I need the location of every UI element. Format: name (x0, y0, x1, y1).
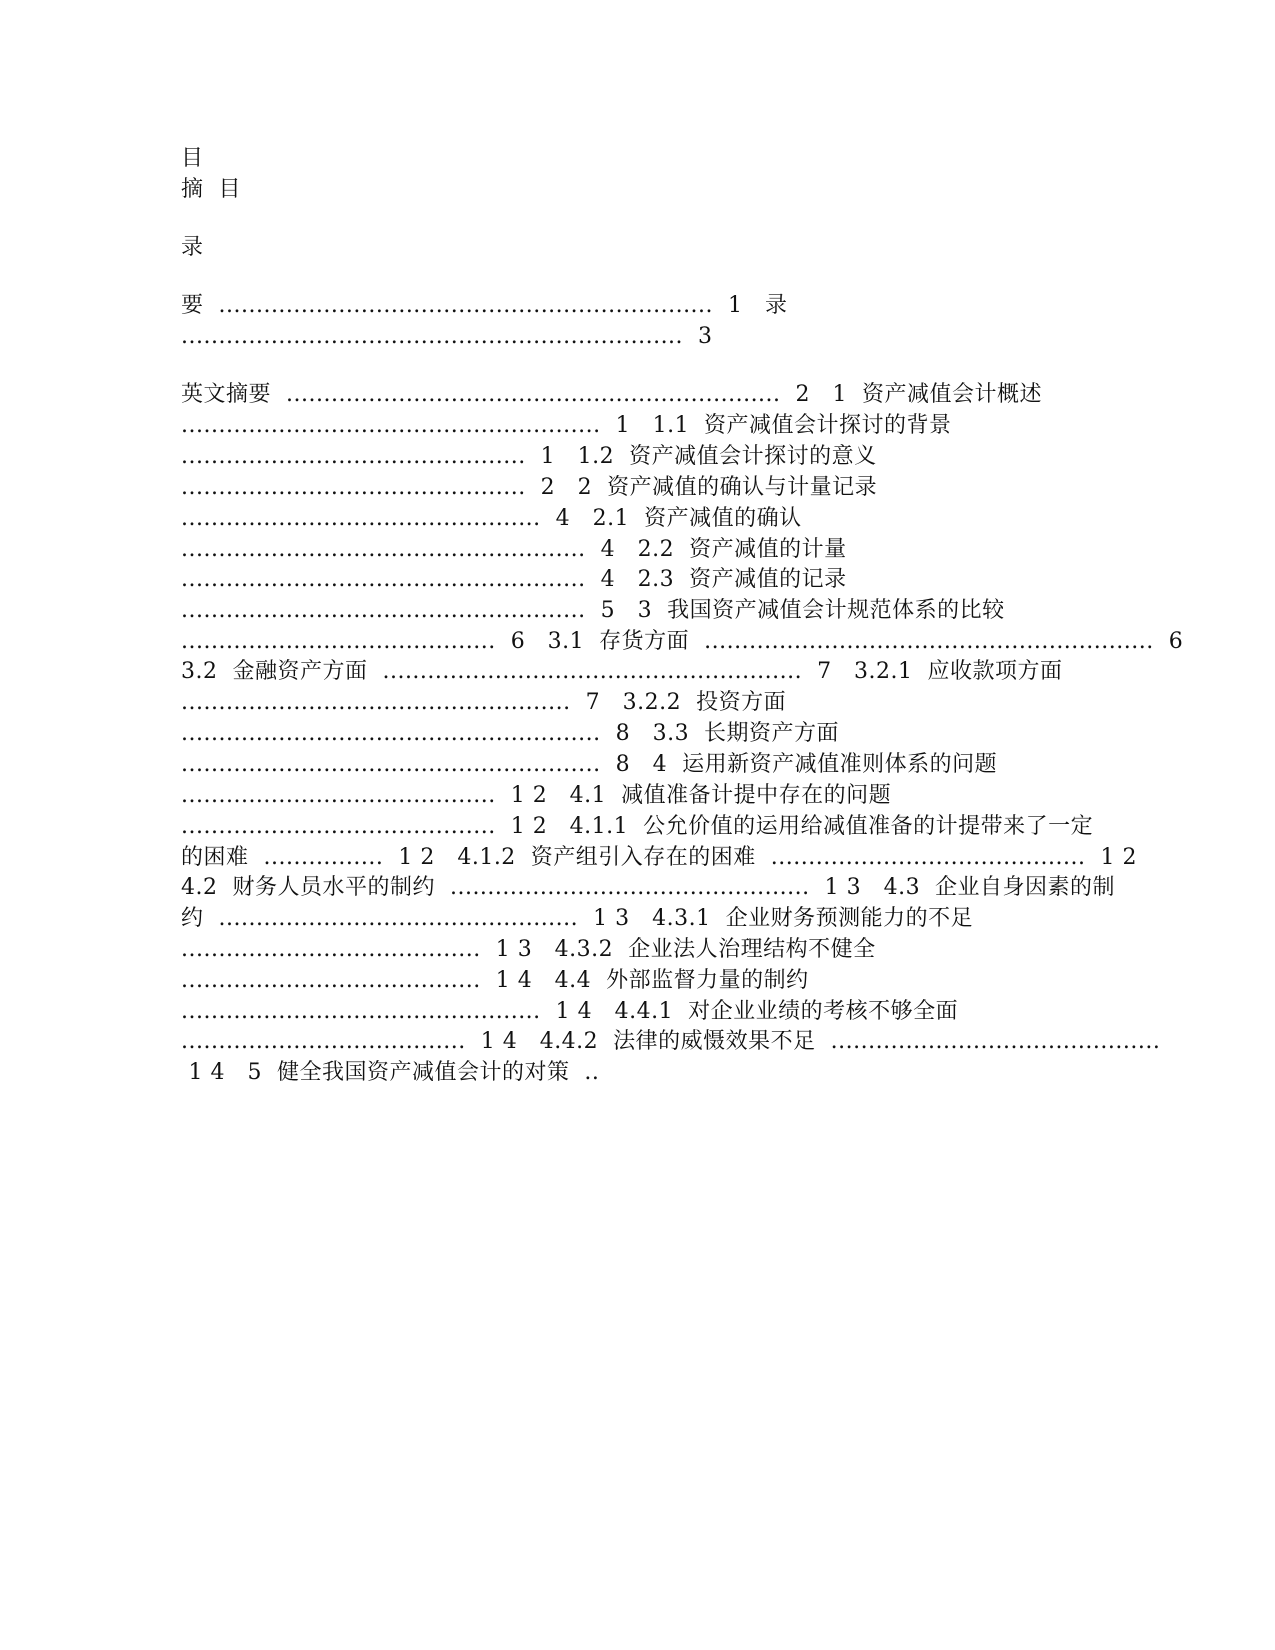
toc-line: 英文摘要 .................................................................. 2 1 资产减值会计概述 (181, 382, 1042, 407)
toc-line: 要 .................................................................. 1 录 (181, 293, 788, 318)
toc-line: 1 4 5 健全我国资产减值会计的对策 .. (181, 1060, 600, 1085)
toc-line: .......................................... 6 3.1 存货方面 ............................................................ 6 (181, 629, 1184, 654)
toc-line: .............................................. 1 1.2 资产减值会计探讨的意义 (181, 444, 877, 469)
toc-line: ................................................ 1 4 4.4.1 对企业业绩的考核不够全面 (181, 999, 959, 1024)
toc-line: .......................................... 1 2 4.1 减值准备计提中存在的问题 (181, 783, 892, 808)
toc-line: ...................................................... 5 3 我国资产减值会计规范体系的比较 (181, 598, 1005, 623)
toc-line: ........................................................ 8 4 运用新资产减值准则体系的问题 (181, 752, 998, 777)
toc-line: 目 (181, 146, 204, 171)
toc-line: ................................................................... 3 (181, 324, 713, 349)
toc-line: 录 (181, 235, 204, 260)
toc-line: .......................................... 1 2 4.1.1 公允价值的运用给减值准备的计提带来了一定 (181, 814, 1094, 839)
toc-line: .................................................... 7 3.2.2 投资方面 (181, 690, 787, 715)
toc-line: .............................................. 2 2 资产减值的确认与计量记录 (181, 475, 878, 500)
toc-line: ...................................................... 4 2.2 资产减值的计量 (181, 537, 847, 562)
toc-line: ........................................ 1 3 4.3.2 企业法人治理结构不健全 (181, 937, 876, 962)
toc-line: ...................................... 1 4 4.4.2 法律的威慑效果不足 ............................................ (181, 1029, 1161, 1054)
toc-line: 的困难 ................ 1 2 4.1.2 资产组引入存在的困难 .......................................... 1 2 (181, 845, 1137, 870)
toc-line: ........................................ 1 4 4.4 外部监督力量的制约 (181, 968, 809, 993)
toc-line: 4.2 财务人员水平的制约 ................................................ 1 3 4.3 企业自身因素的制 (181, 875, 1116, 900)
toc-line: ...................................................... 4 2.3 资产减值的记录 (181, 567, 847, 592)
toc-line: 约 ................................................ 1 3 4.3.1 企业财务预测能力的不足 (181, 906, 974, 931)
toc-line: ........................................................ 1 1.1 资产减值会计探讨的背景 (181, 413, 952, 438)
toc-line: ................................................ 4 2.1 资产减值的确认 (181, 506, 802, 531)
toc-line: 3.2 金融资产方面 ........................................................ 7 3.2.1 应收款项方面 (181, 659, 1063, 684)
toc-line: ........................................................ 8 3.3 长期资产方面 (181, 721, 840, 746)
toc-line: 摘 目 (181, 177, 241, 202)
